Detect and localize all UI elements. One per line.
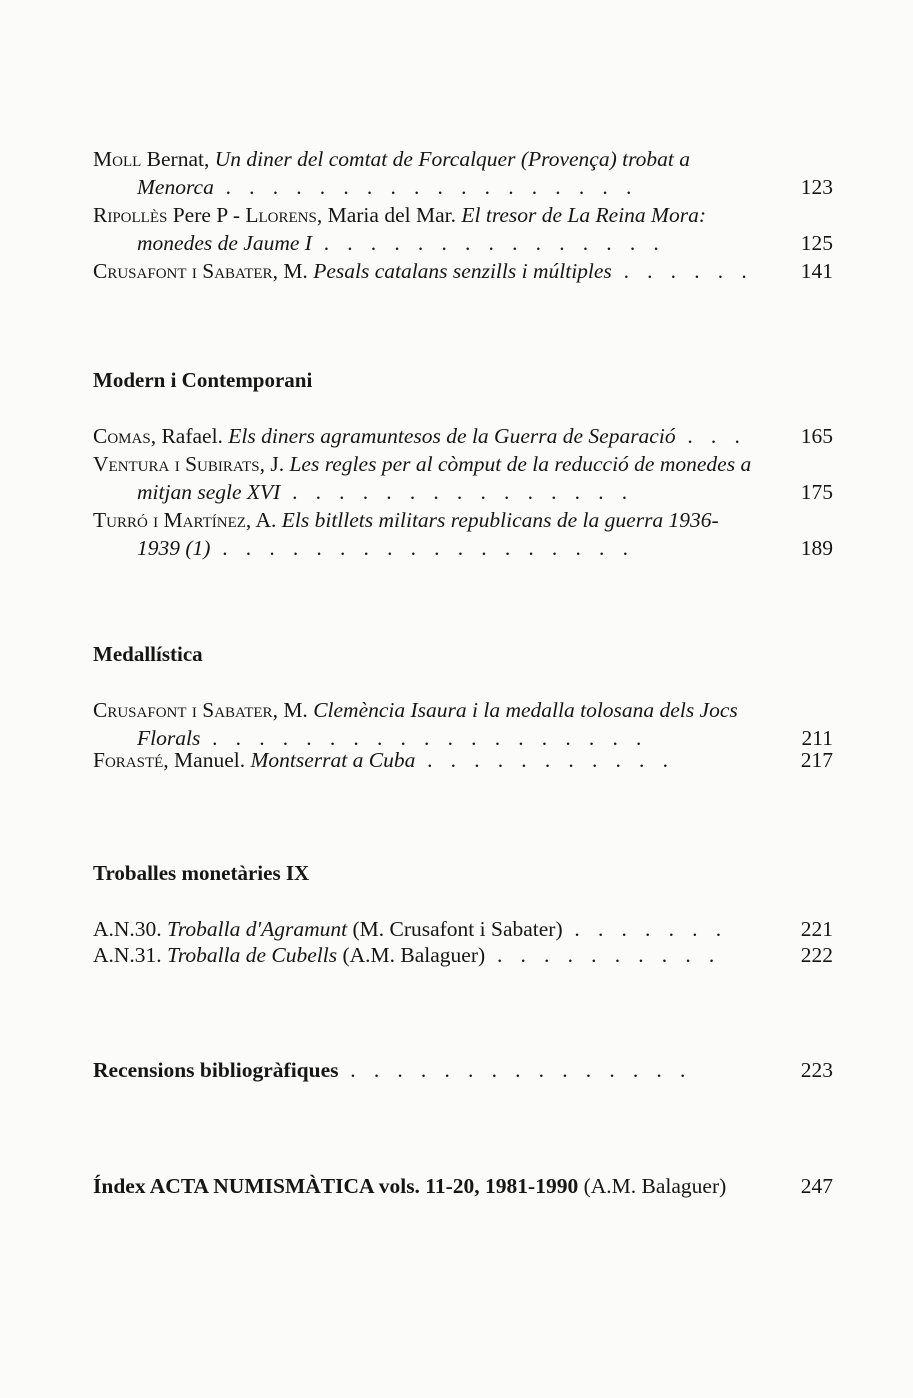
author-rest: Bernat, bbox=[141, 147, 215, 171]
leader-dots: . . . . . . bbox=[611, 259, 754, 283]
toc-entry-turro[interactable] bbox=[93, 506, 833, 562]
entry-title-cont: mitjan segle XVI bbox=[137, 480, 281, 504]
leader-dots: . . . . . . . . . . . bbox=[415, 748, 675, 772]
leader-dots: . . . . . . . bbox=[562, 917, 728, 941]
toc-entry-comas[interactable] bbox=[93, 422, 833, 450]
author-name: Crusafont i Sabater bbox=[93, 259, 273, 283]
entry-line bbox=[93, 229, 833, 257]
leader-dots: . . . . . . . . . . . . . . . . . . . bbox=[200, 726, 648, 750]
author-name: Comas bbox=[93, 424, 151, 448]
toc-entry-an30[interactable] bbox=[93, 915, 833, 943]
leader-dots: . . . . . . . . . . bbox=[485, 943, 721, 967]
entry-line bbox=[93, 145, 833, 173]
author-rest: , Rafael. bbox=[150, 424, 229, 448]
leader-dots: . . . . . . . . . . . . . . . bbox=[280, 480, 634, 504]
entry-line bbox=[93, 915, 833, 943]
page-number: 175 bbox=[800, 480, 833, 504]
entry-line bbox=[93, 478, 833, 506]
page-number: 189 bbox=[800, 536, 833, 560]
entry-title: Els diners agramuntesos de la Guerra de Separació bbox=[228, 424, 676, 448]
entry-suffix: (A.M. Balaguer) bbox=[337, 943, 486, 967]
entry-title: Clemència Isaura i la medalla tolosana dels Jocs bbox=[313, 698, 738, 722]
entry-title: Pesals catalans senzills i múltiples bbox=[313, 259, 612, 283]
entry-title: Montserrat a Cuba bbox=[250, 748, 416, 772]
toc-entry-foraste[interactable] bbox=[93, 746, 833, 774]
entry-line bbox=[93, 173, 833, 201]
entry-line bbox=[93, 746, 833, 774]
entry-line bbox=[93, 696, 833, 724]
toc-entry-crusafont-pesals[interactable] bbox=[93, 257, 833, 285]
entry-line bbox=[93, 201, 833, 229]
entry-line bbox=[93, 1056, 833, 1084]
page-number: 123 bbox=[800, 175, 833, 199]
entry-line bbox=[93, 506, 833, 534]
entry-title: Els bitllets militars republicans de la guerra 1936- bbox=[281, 508, 719, 532]
entry-title-cont: 1939 (1) bbox=[137, 536, 211, 560]
entry-line bbox=[93, 534, 833, 562]
author-name: Forasté bbox=[93, 748, 164, 772]
entry-title: El tresor de La Reina Mora: bbox=[461, 203, 706, 227]
author-name: Ripollès bbox=[93, 203, 168, 227]
entry-prefix: A.N.31. bbox=[93, 943, 168, 967]
section-heading-medallistica: Medallística bbox=[93, 642, 203, 666]
page-number: 165 bbox=[800, 424, 833, 448]
section-heading-modern: Modern i Contemporani bbox=[93, 368, 313, 392]
entry-line bbox=[93, 450, 833, 478]
entry-title-cont: Florals bbox=[137, 726, 201, 750]
author-name: Crusafont i Sabater bbox=[93, 698, 273, 722]
leader-dots: . . . . . . . . . . . . . . . bbox=[338, 1058, 692, 1082]
entry-title: Troballa de Cubells bbox=[167, 943, 338, 967]
toc-entry-recensions[interactable] bbox=[93, 1056, 833, 1084]
page-number: 141 bbox=[800, 259, 833, 283]
entry-title: Troballa d'Agramunt bbox=[167, 917, 348, 941]
page-number: 211 bbox=[801, 726, 833, 750]
page-number: 247 bbox=[800, 1174, 833, 1198]
page-number: 223 bbox=[800, 1058, 833, 1082]
author-rest: Pere P - bbox=[167, 203, 246, 227]
author-rest: , M. bbox=[272, 698, 314, 722]
toc-entry-index[interactable] bbox=[93, 1172, 833, 1200]
entry-line bbox=[93, 422, 833, 450]
toc-entry-ripolles[interactable] bbox=[93, 201, 833, 257]
author-rest: , Manuel. bbox=[163, 748, 251, 772]
toc-entry-an31[interactable] bbox=[93, 941, 833, 969]
entry-suffix: (M. Crusafont i Sabater) bbox=[347, 917, 563, 941]
author-name: Moll bbox=[93, 147, 142, 171]
page-number: 221 bbox=[800, 917, 833, 941]
entry-label: Recensions bibliogràfiques bbox=[93, 1058, 339, 1082]
entry-title: Les regles per al còmput de la reducció de monedes a bbox=[289, 452, 752, 476]
leader-dots: . . . . . . . . . . . . . . . . . . bbox=[210, 536, 635, 560]
author2-rest: , Maria del Mar. bbox=[316, 203, 462, 227]
entry-title-cont: monedes de Jaume I bbox=[137, 231, 312, 255]
page-number: 217 bbox=[800, 748, 833, 772]
entry-title: Un diner del comtat de Forcalquer (Provença) trobat a bbox=[214, 147, 690, 171]
entry-line bbox=[93, 257, 833, 285]
entry-prefix: A.N.30. bbox=[93, 917, 168, 941]
leader-dots: . . . . . . . . . . . . . . . . . . bbox=[213, 175, 638, 199]
toc-entry-crusafont-clemencia[interactable] bbox=[93, 696, 833, 752]
entry-title-cont: Menorca bbox=[137, 175, 214, 199]
author-rest: , A. bbox=[245, 508, 282, 532]
entry-line bbox=[93, 1172, 833, 1200]
entry-label: Índex ACTA NUMISMÀTICA vols. 11-20, 1981-1990 bbox=[93, 1174, 579, 1198]
author-name-2: Llorens bbox=[245, 203, 317, 227]
section-heading-troballes: Troballes monetàries IX bbox=[93, 861, 310, 885]
author-name: Turró i Martínez bbox=[93, 508, 246, 532]
page-number: 222 bbox=[800, 943, 833, 967]
entry-suffix: (A.M. Balaguer) bbox=[578, 1174, 727, 1198]
entry-line bbox=[93, 941, 833, 969]
leader-dots: . . . bbox=[675, 424, 747, 448]
author-rest: , M. bbox=[272, 259, 314, 283]
page-number: 125 bbox=[800, 231, 833, 255]
toc-entry-ventura[interactable] bbox=[93, 450, 833, 506]
author-rest: , J. bbox=[259, 452, 290, 476]
author-name: Ventura i Subirats bbox=[93, 452, 260, 476]
toc-entry-moll[interactable] bbox=[93, 145, 833, 201]
leader-dots: . . . . . . . . . . . . . . . bbox=[311, 231, 666, 255]
